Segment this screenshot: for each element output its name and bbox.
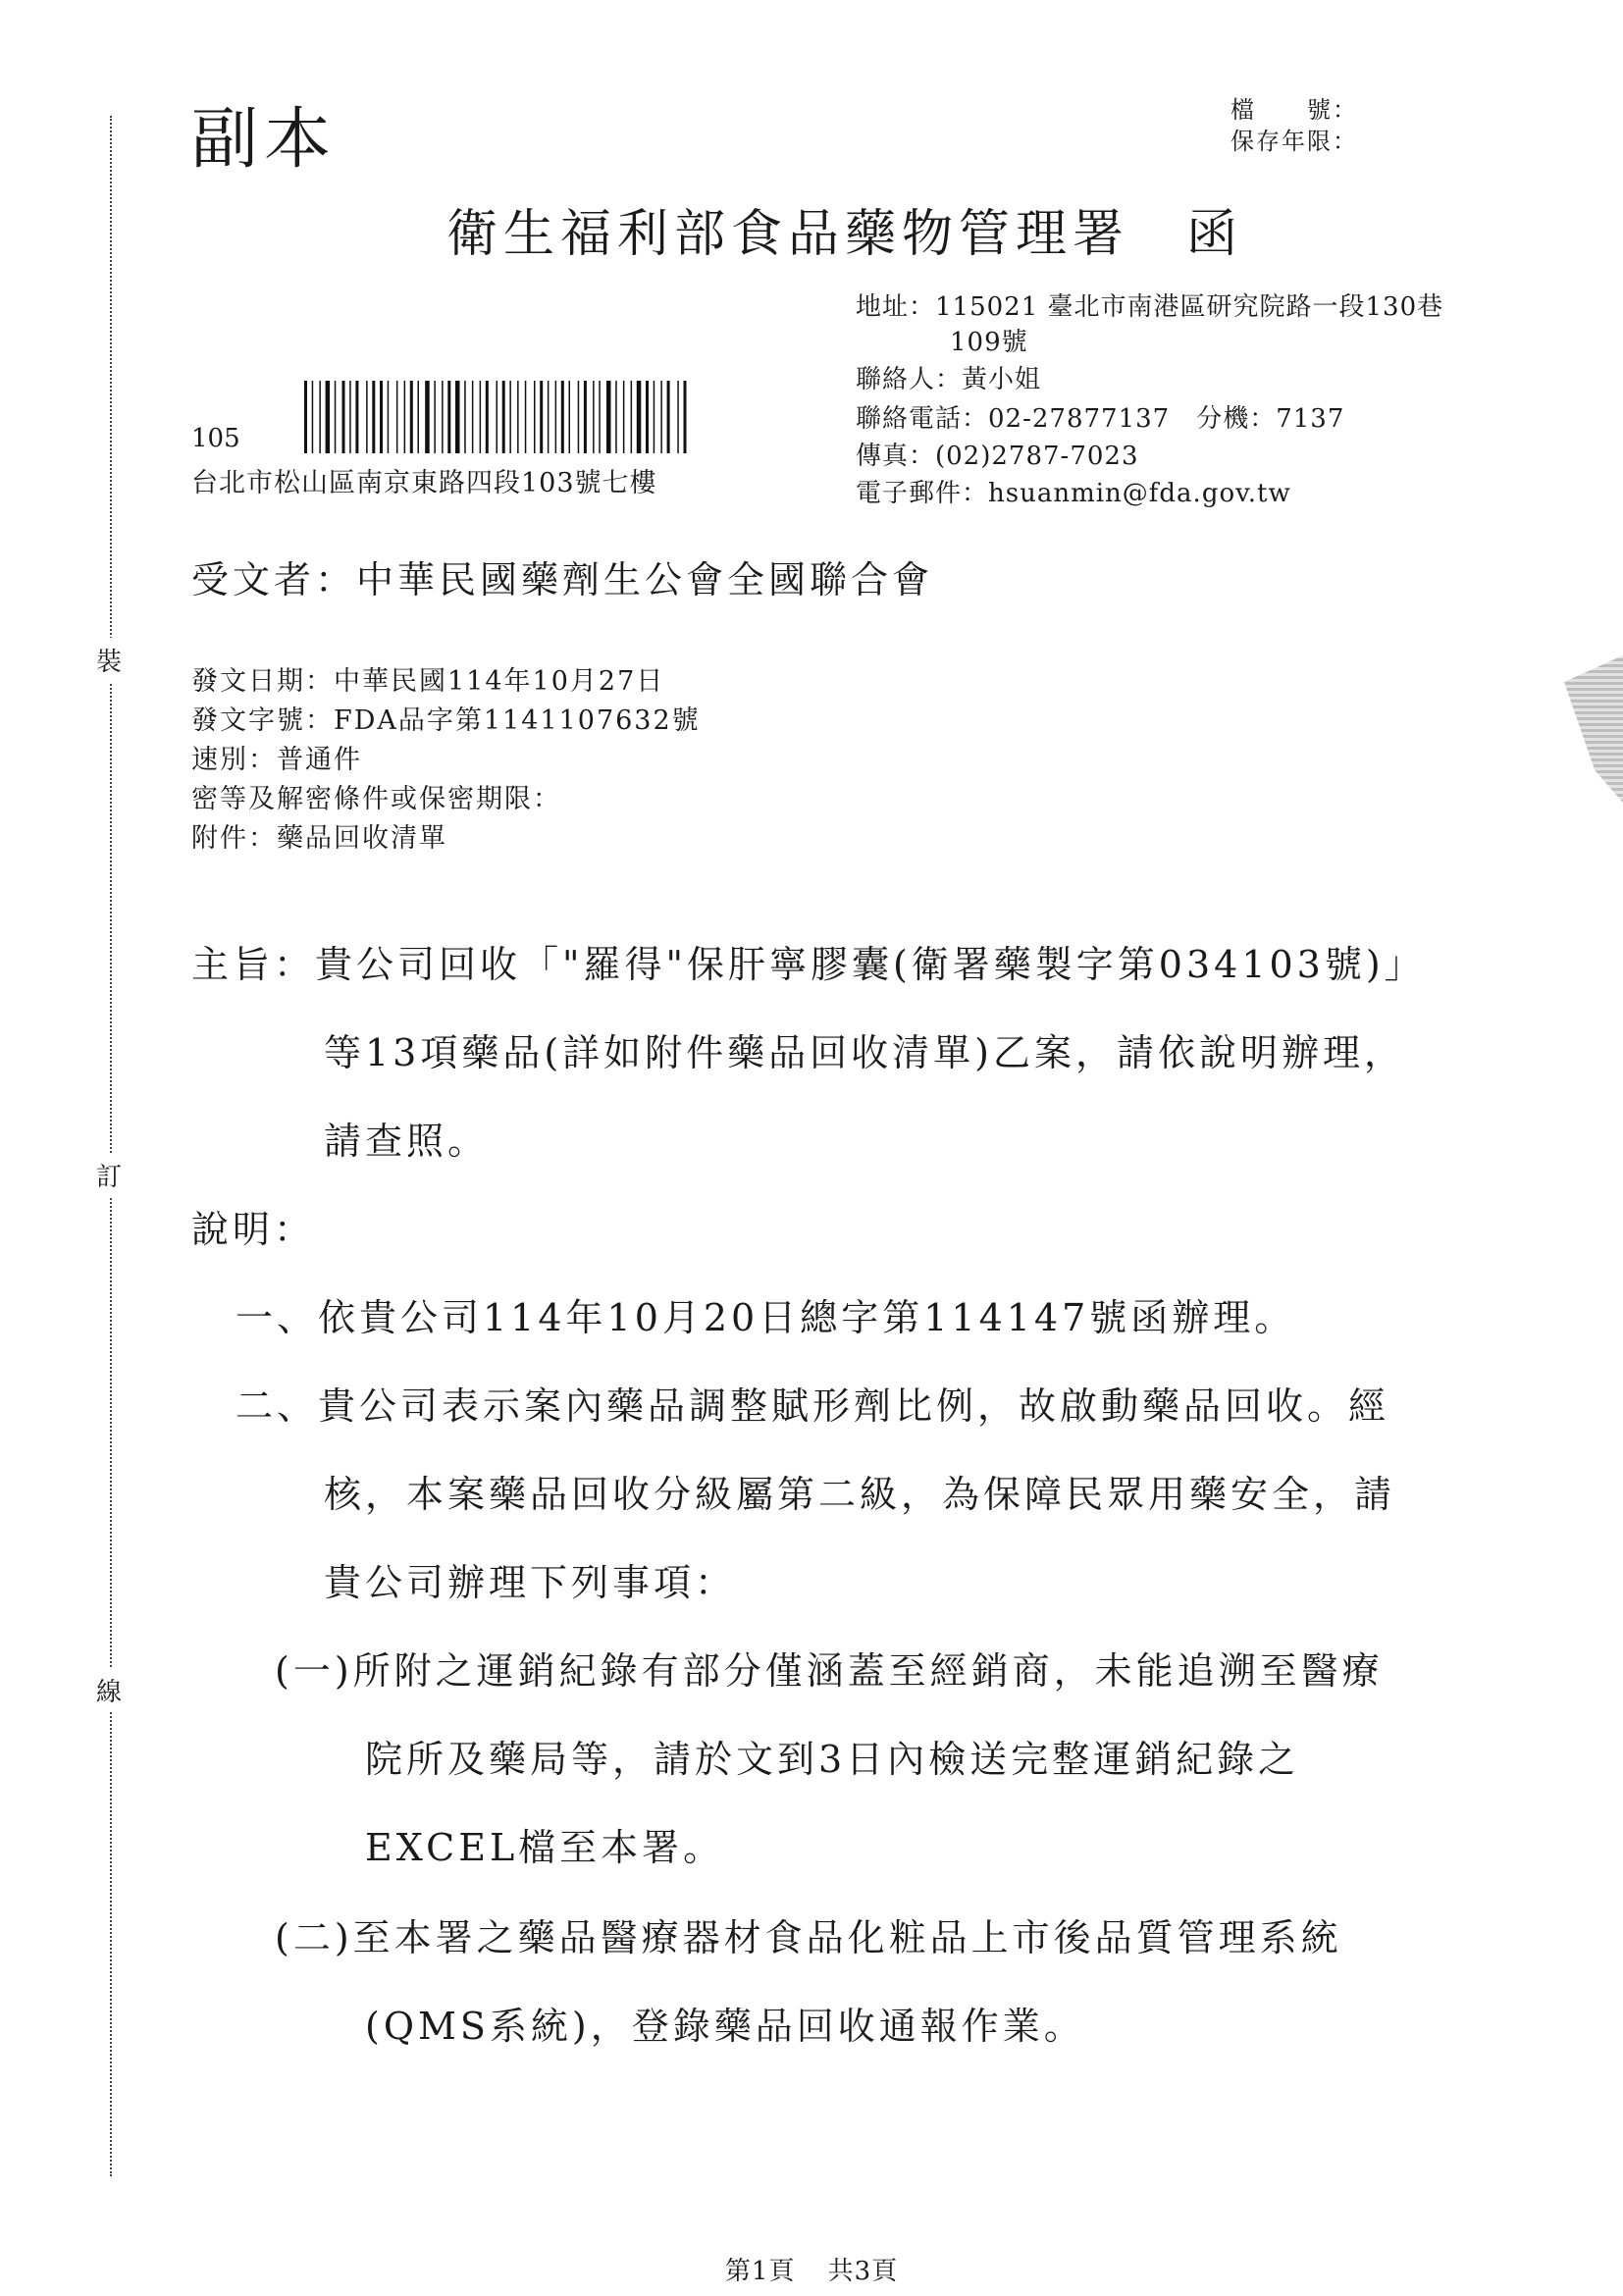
attachment: 附件：藥品回收清單 [191,823,447,854]
explanation-heading: 說明： [191,1208,316,1251]
binding-mark-xian: 線 [96,1668,122,1712]
sender-phone: 聯絡電話：02-27877137 分機：7137 [856,404,1345,434]
recipient-postcode: 105 [191,424,240,453]
sender-contact: 聯絡人：黃小姐 [856,365,1042,394]
postal-barcode [304,381,689,453]
binding-mark-zhuang: 裝 [96,638,122,682]
scan-artifact [1564,655,1623,803]
explanation-item2-line2: 核，本案藥品回收分級屬第二級，為保障民眾用藥安全，請 [324,1473,1396,1516]
explanation-sub2-line2: (QMS系統)，登錄藥品回收通報作業。 [365,2005,1085,2048]
sender-address-line1: 地址：115021 臺北市南港區研究院路一段130巷 [856,292,1444,322]
page-total: 共3頁 [827,2257,899,2286]
binding-mark-ding: 訂 [96,1153,122,1197]
sender-email: 電子郵件：hsuanmin@fda.gov.tw [856,479,1291,508]
explanation-item1: 一、依貴公司114年10月20日總字第114147號函辦理。 [236,1296,1296,1339]
explanation-sub1-line3: EXCEL檔至本署。 [365,1826,725,1869]
explanation-sub2-line1: (二)至本署之藥品醫療器材食品化粧品上市後品質管理系統 [275,1916,1342,1959]
org-title: 衛生福利部食品藥物管理署 函 [446,205,1244,264]
sender-fax: 傳真：(02)2787-7023 [856,442,1139,471]
issue-date: 發文日期：中華民國114年10月27日 [191,666,665,697]
subject-line2: 等13項藥品(詳如附件藥品回收清單)乙案，請依說明辦理， [324,1031,1406,1074]
subject-line1: 主旨：貴公司回收「"羅得"保肝寧膠囊(衛署藥製字第034103號)」 [191,943,1426,986]
explanation-item2-line1: 二、貴公司表示案內藥品調整賦形劑比例，故啟動藥品回收。經 [236,1384,1390,1428]
page-footer [0,2251,1623,2287]
secrecy-level: 密等及解密條件或保密期限： [191,784,561,814]
delivery-speed: 速別：普通件 [191,745,362,775]
retention-label: 保存年限： [1230,128,1358,155]
explanation-item2-line3: 貴公司辦理下列事項： [324,1561,737,1604]
subject-line3: 請查照。 [324,1120,490,1163]
copy-mark: 副本 [191,101,338,179]
recipient: 受文者：中華民國藥劑生公會全國聯合會 [191,558,934,601]
recipient-address: 台北市松山區南京東路四段103號七樓 [191,468,657,498]
explanation-sub1-line2: 院所及藥局等，請於文到3日內檢送完整運銷紀錄之 [365,1738,1300,1781]
binding-dotted-line [110,116,112,2176]
page-number: 第1頁 [724,2257,796,2286]
sender-address-line2: 109號 [950,328,1028,357]
file-number-label: 檔 號： [1230,96,1358,124]
document-number: 發文字號：FDA品字第1141107632號 [191,705,701,736]
explanation-sub1-line1: (一)所附之運銷紀錄有部分僅涵蓋至經銷商，未能追溯至醫療 [275,1649,1384,1693]
